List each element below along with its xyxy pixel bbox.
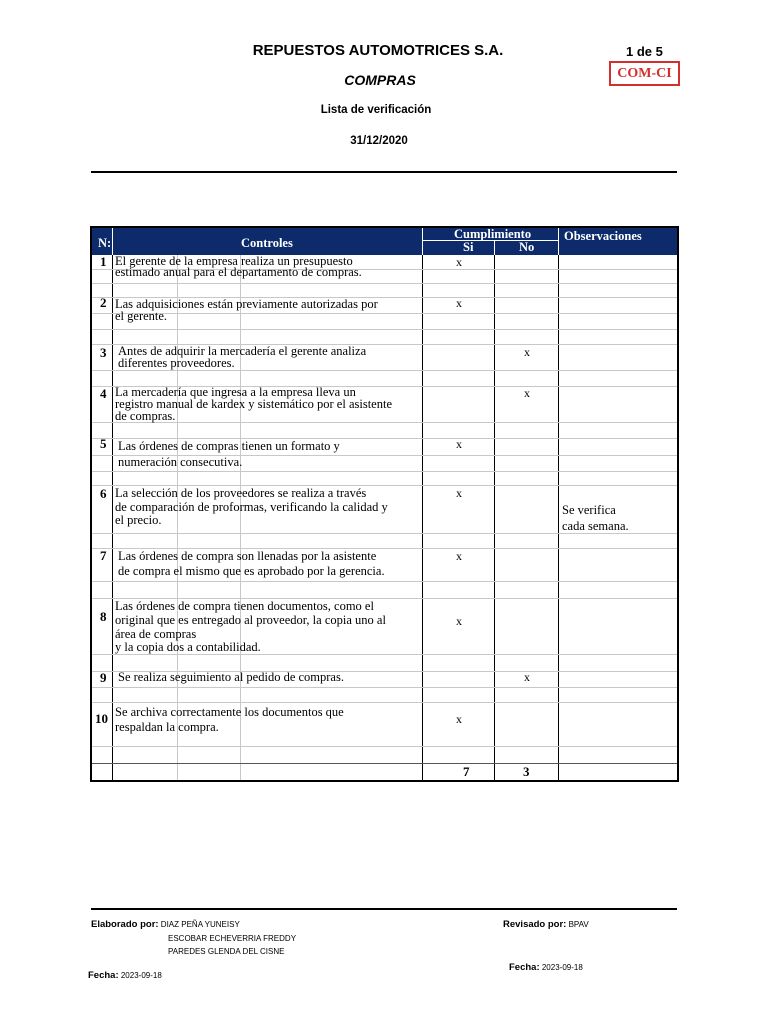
reviewed-by-label: Revisado por: [503,919,567,930]
document-code-badge: COM-CI [609,61,680,86]
date-value: 2023-09-18 [120,971,162,980]
control-text: El gerente de la empresa realiza un presupuesto [115,254,353,268]
yes-mark: x [456,437,462,451]
table-header [92,228,677,255]
yes-mark: x [456,614,462,628]
row-number: 6 [100,486,107,501]
total-no: 3 [523,764,530,779]
header-number: N: [98,236,112,250]
checklist-table [90,226,679,782]
preparer-name: ESCOBAR ECHEVERRIA FREDDY [168,934,297,943]
row-number: 2 [100,295,107,310]
row-number: 4 [100,386,107,401]
row-number: 7 [100,548,107,563]
control-text: y la copia dos a contabilidad. [115,640,261,654]
control-text: Las órdenes de compra tienen documentos, como el [115,599,374,613]
control-text: diferentes proveedores. [118,356,235,370]
department-title: COMPRAS [344,72,416,88]
prepared-by-label: Elaborado por: [91,919,159,930]
row-number: 1 [100,254,107,269]
yes-mark: x [456,712,462,726]
document-subtitle: Lista de verificación [320,104,432,116]
control-text: Las órdenes de compra son llenadas por la asistente [118,549,377,563]
control-text: Las órdenes de compras tienen un formato y [118,439,340,453]
control-text: La selección de los proveedores se realiza a través [115,486,367,500]
observation-text: Se verifica [562,503,616,517]
control-text: Se archiva correctamente los documentos que [115,705,344,719]
control-text: el precio. [115,513,162,527]
footer-divider [91,908,677,910]
control-text: el gerente. [115,309,168,323]
page-number: 1 de 5 [626,44,663,59]
yes-mark: x [456,255,462,269]
prepared-date [88,970,162,981]
prepared-by [91,919,240,930]
header-yes: Si [463,240,474,254]
reviewer-name: BPAV [568,920,589,929]
date-label: Fecha: [509,962,540,973]
row-number: 10 [95,711,108,726]
yes-mark: x [456,486,462,500]
control-text: de comparación de proformas, verificando la calidad y [115,500,388,514]
no-mark: x [524,345,530,359]
control-text: Se realiza seguimiento al pedido de compras. [118,670,344,684]
control-text: Las adquisiciones están previamente autorizadas por [115,297,378,311]
control-text: numeración consecutiva. [118,455,243,469]
preparer-name: PAREDES GLENDA DEL CISNE [168,947,285,956]
yes-mark: x [456,296,462,310]
control-text: registro manual de kardex y sistemático por el asistente [115,397,392,411]
control-text: de compra el mismo que es aprobado por la gerencia. [118,564,385,578]
header-controls: Controles [241,236,293,250]
row-number: 3 [100,345,107,360]
control-text: respaldan la compra. [115,720,219,734]
control-text: de compras. [115,409,176,423]
preparer-name: DIAZ PEÑA YUNEISY [160,920,240,929]
control-text: área de compras [115,627,197,641]
control-text: Antes de adquirir la mercadería el gerente analiza [118,344,367,358]
date-label: Fecha: [88,970,119,981]
review-date [509,962,583,973]
control-text: estimado anual para el departamento de compras. [115,265,362,279]
total-yes: 7 [463,764,470,779]
no-mark: x [524,386,530,400]
reviewed-by [503,919,589,930]
document-date: 31/12/2020 [350,135,408,147]
header-compliance: Cumplimiento [454,227,532,241]
company-name: REPUESTOS AUTOMOTRICES S.A. [252,42,504,59]
yes-mark: x [456,549,462,563]
date-value: 2023-09-18 [541,963,583,972]
row-number: 8 [100,609,107,624]
header-no: No [519,240,535,254]
no-mark: x [524,670,530,684]
header-divider [91,171,677,173]
control-text: original que es entregado al proveedor, la copia uno al [115,613,386,627]
control-text: La mercadería que ingresa a la empresa lleva un [115,385,356,399]
header-observations: Observaciones [564,229,642,243]
observation-text: cada semana. [562,519,629,533]
row-number: 9 [100,670,107,685]
row-number: 5 [100,436,107,451]
